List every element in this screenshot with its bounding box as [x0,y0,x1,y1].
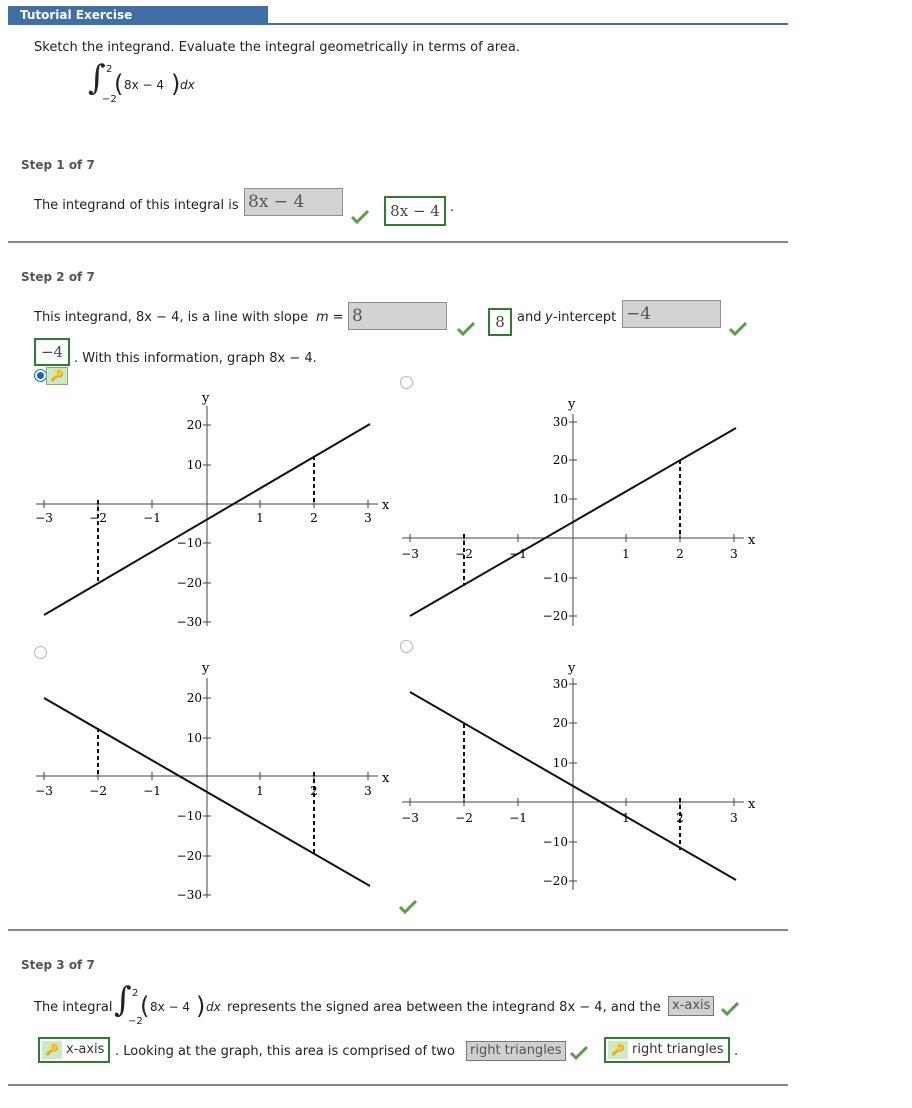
axis-answer-text: x-axis [66,1042,105,1057]
graph-option-1[interactable] [30,388,400,638]
x-axis-label: x [382,498,390,513]
integrand: 8x − 4 [124,78,165,92]
step3-text-c: . Looking at the graph, this area is comprised of two [115,1044,455,1059]
y-tick-label: −10 [542,571,568,585]
step3-trailing: . [734,1044,739,1059]
x-tick-label: 2 [676,547,684,561]
step2-label: Step 2 of 7 [21,270,95,284]
close-paren: ) [196,992,206,1020]
slope-answer: 8 [488,308,512,336]
x-axis-label: x [382,771,390,786]
y-tick-label: 10 [552,492,568,506]
y-tick-label: 30 [552,677,568,691]
y-tick-label: −20 [542,874,568,888]
graph-check-icon [399,900,417,914]
intercept-input[interactable]: −4 [622,300,721,328]
axis-input[interactable]: x-axis [668,996,714,1016]
step2-text-d: -intercept [553,310,617,325]
axis-check-icon [721,1002,739,1016]
divider [8,929,788,931]
divider [8,1084,788,1086]
x-tick-label: 1 [622,547,630,561]
y-tick-label: −10 [542,835,568,849]
slope-label: m = [316,310,344,325]
upper-limit: 2 [132,988,139,999]
step2-text-a: This integrand, 8x − 4, is a line with slope [34,310,309,325]
open-paren: ( [114,70,124,98]
y-tick-label: 20 [186,418,202,432]
lower-limit: −2 [102,94,117,105]
x-tick-label: −3 [35,784,53,798]
dx: dx [206,1000,221,1014]
y-tick-label: 10 [186,731,202,745]
close-paren: ) [171,70,181,98]
step1-text: The integrand of this integral is [34,198,239,213]
y-tick-label: 10 [186,458,202,472]
x-axis-label: x [748,533,756,548]
step3-integral [114,980,226,1030]
slope-input[interactable]: 8 [348,302,447,330]
y-tick-label: −10 [176,809,202,823]
shape-check-icon [570,1046,588,1060]
y-tick-label: −20 [176,576,202,590]
x-tick-label: 3 [730,811,738,825]
x-tick-label: 1 [256,511,264,525]
y-tick-label: −10 [176,536,202,550]
intercept-check-icon [729,322,747,336]
x-tick-label: 2 [310,511,318,525]
x-tick-label: 1 [622,811,630,825]
y-tick-label: 20 [186,691,202,705]
x-tick-label: −2 [455,811,473,825]
lower-limit: −2 [128,1016,143,1027]
step1-input[interactable]: 8x − 4 [244,188,343,216]
x-tick-label: 2 [676,811,684,825]
x-tick-label: −3 [401,547,419,561]
graph-option-2[interactable] [396,394,766,634]
y-tick-label: 20 [552,716,568,730]
x-tick-label: −2 [89,784,107,798]
x-tick-label: −1 [509,811,527,825]
x-tick-label: −1 [143,784,161,798]
step2-text-e: . With this information, graph 8x − 4. [74,351,317,366]
y-axis-label: y [202,661,210,676]
x-tick-label: −2 [455,547,473,561]
step3-text-b: represents the signed area between the integrand 8x − 4, and the [227,1000,661,1015]
y-tick-label: −20 [542,609,568,623]
tutorial-header: Tutorial Exercise [8,6,268,25]
step1-label: Step 1 of 7 [21,158,95,172]
x-tick-label: 1 [256,784,264,798]
key-icon: 🔑 [608,1041,628,1059]
x-tick-label: −3 [401,811,419,825]
y-tick-label: 20 [552,453,568,467]
y-axis-label: y [568,661,576,676]
step1-answer: 8x − 4 [384,196,446,226]
axis-answer [38,1037,110,1063]
open-paren: ( [140,992,150,1020]
shape-answer [604,1037,730,1063]
y-tick-label: 30 [552,415,568,429]
integrand: 8x − 4 [150,1000,191,1014]
x-tick-label: 3 [730,547,738,561]
slope-check-icon [457,322,475,336]
shape-answer-text: right triangles [632,1042,724,1057]
y-tick-label: −20 [176,849,202,863]
x-tick-label: −1 [509,547,527,561]
header-rule [268,23,788,25]
x-tick-label: −2 [89,511,107,525]
x-tick-label: 3 [364,784,372,798]
step3-label: Step 3 of 7 [21,958,95,972]
graph-option-4-radio[interactable] [400,640,413,653]
graph-option-4[interactable] [396,658,766,898]
x-tick-label: 2 [310,784,318,798]
graph-option-3-radio[interactable] [34,646,47,659]
step3-text-a: The integral [34,1000,113,1015]
intercept-answer: −4 [34,338,70,366]
key-icon: 🔑 [42,1041,62,1059]
integral-sign: ∫ [114,980,132,1020]
y-axis-label: y [568,397,576,412]
y-tick-label: −30 [176,615,202,629]
y-tick-label: −30 [176,888,202,902]
y-axis-label: y [202,391,210,406]
x-axis-label: x [748,797,756,812]
x-tick-label: −1 [143,511,161,525]
step2-text-b: and [517,310,542,325]
divider [8,241,788,243]
key-icon: 🔑 [46,367,68,385]
x-tick-label: 3 [364,511,372,525]
y-tick-label: 10 [552,756,568,770]
graph-option-3[interactable] [30,660,400,910]
dx: dx [180,78,195,92]
shape-input[interactable]: right triangles [466,1041,566,1061]
upper-limit: 2 [106,64,113,75]
x-tick-label: −3 [35,511,53,525]
problem-integral [88,58,228,106]
graph-option-2-radio[interactable] [400,376,413,389]
integral-sign: ∫ [88,58,106,98]
instructions: Sketch the integrand. Evaluate the integral geometrically in terms of area. [34,40,520,55]
step1-trailing: . [450,200,455,215]
step1-check-icon [351,210,369,224]
step2-text-c: y [545,310,553,325]
